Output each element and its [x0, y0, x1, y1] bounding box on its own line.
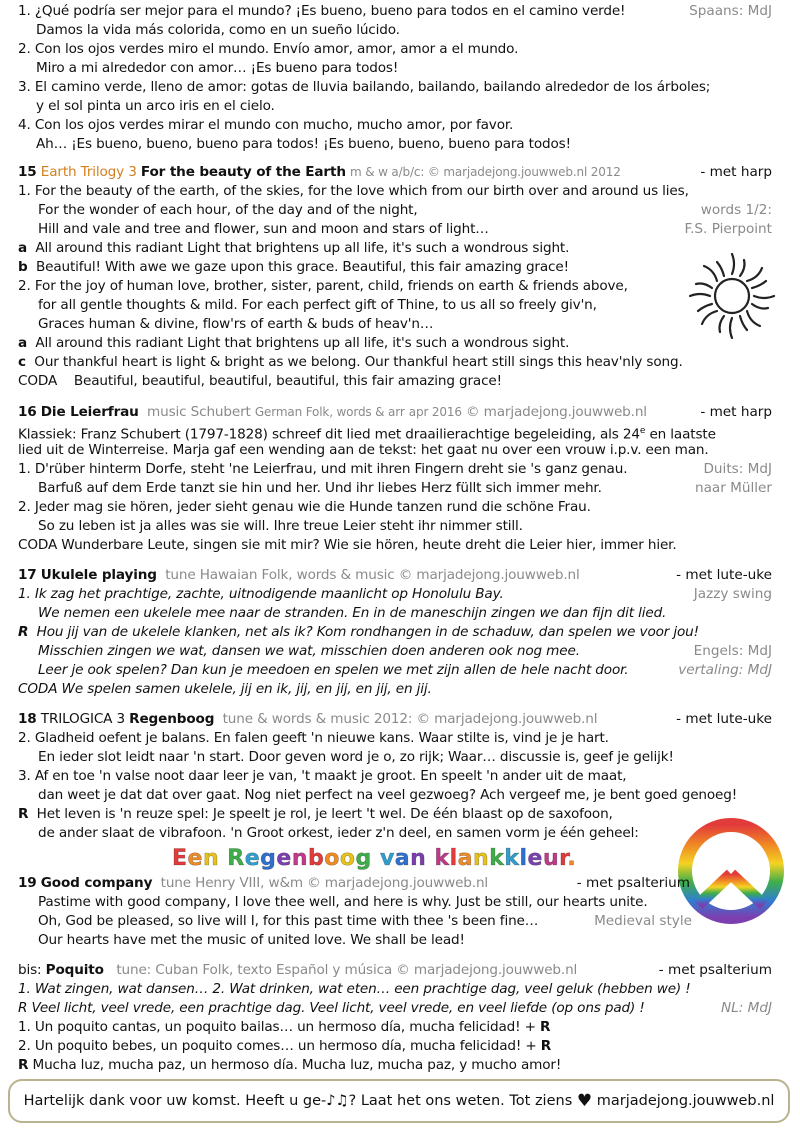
spanish-translator-note: Spaans: MdJ	[689, 3, 772, 19]
verse-text: 2. Un poquito bebes, un poquito comes… un hermoso día, mucha felicidad! +	[18, 1038, 541, 1054]
refrain-text: All around this radiant Light that brightens up all life, it's such a wondrous sight.	[35, 335, 570, 351]
bis-instrument: - met psalterium	[658, 962, 772, 978]
song-15-refrain-a2	[18, 334, 569, 353]
song-17-refrain-1	[18, 623, 699, 642]
song-16-verse-2b: So zu leben ist ja alles was sie will. Ihre treue Leier steht ihr nimmer still.	[38, 518, 523, 534]
rainbow-letter: n	[291, 846, 309, 871]
rainbow-letter: k	[504, 846, 520, 871]
bis-line-5	[18, 1056, 561, 1075]
song-title: Die Leierfrau	[40, 404, 139, 420]
rainbow-letter: o	[324, 846, 340, 871]
song-16-verse-1b: Barfuß auf dem Erde tanzt sie hin und her. Und ihr liebes Herz füllt sich immer mehr.	[38, 480, 602, 496]
rainbow-letter: v	[379, 846, 395, 871]
song-15-coda	[18, 372, 502, 391]
rainbow-letter: E	[172, 846, 188, 871]
song-number: 18	[18, 711, 37, 727]
refrain-mark: R	[18, 1057, 29, 1073]
bis-line-3	[18, 1018, 550, 1037]
song-credit: tune Hawaian Folk, words & music © marjadejong.jouwweb.nl	[165, 567, 580, 583]
song-credit-folk: German Folk, words & arr	[254, 405, 405, 419]
rainbow-letter: e	[244, 846, 261, 871]
bis-line-4	[18, 1037, 551, 1056]
rainbow-letter: o	[339, 846, 356, 871]
rainbow-letter: b	[308, 846, 325, 871]
spanish-verse-4b: Ah… ¡Es bueno, bueno, bueno para todos! ¡Es bueno, bueno, bueno para todos!	[36, 136, 571, 152]
refrain-mark: R	[540, 1038, 552, 1054]
refrain-mark: c	[18, 354, 26, 370]
rainbow-letter: k	[489, 846, 505, 871]
spanish-verse-1b: Damos la vida más colorida, como en un sueño lúcido.	[36, 22, 400, 38]
rainbow-letter: a	[394, 846, 411, 871]
song-credit: tune & words & music 2012: © marjadejong.jouwweb.nl	[222, 711, 598, 727]
rainbow-letter: g	[260, 846, 277, 871]
spanish-verse-3: 3. El camino verde, lleno de amor: gotas de lluvia bailando, bailando, bailando alrededor de los árboles;	[18, 79, 711, 95]
rainbow-letter: n	[202, 846, 220, 871]
rainbow-letter: e	[187, 846, 203, 871]
song-15-verse-2: 2. For the joy of human love, brother, sister, parent, child, friends on earth & friends above,	[18, 278, 628, 294]
song-16-source-note: naar Müller	[694, 480, 772, 496]
sun-icon	[684, 248, 780, 344]
coda-label: CODA	[18, 373, 58, 389]
song-15-verse-2c: Graces human & divine, flow'rs of earth & buds of heav'n…	[38, 316, 434, 332]
song-15-instrument: - met harp	[700, 164, 772, 180]
song-17-verse-1b: We nemen een ukelele mee naar de stranden. En in de maneschijn zingen we dan fijn dit lied.	[38, 605, 667, 621]
song-16-coda: CODA Wunderbare Leute, singen sie mit mir? Wie sie hören, heute dreht die Leier hier, immer hier.	[18, 537, 677, 553]
rainbow-letter: a	[457, 846, 474, 871]
song-credit: tune Henry VIII, w&m © marjadejong.jouwweb.nl	[160, 875, 489, 891]
song-series: Earth Trilogy 3	[40, 164, 137, 180]
rainbow-letter: g	[355, 846, 372, 871]
refrain-mark: a	[18, 240, 28, 256]
song-series: TRILOGICA 3	[40, 711, 125, 727]
spanish-verse-1: 1. ¿Qué podría ser mejor para el mundo? ¡Es bueno, bueno para todos en el camino verde!	[18, 3, 626, 19]
song-16-instrument: - met harp	[700, 404, 772, 420]
song-18-verse-2b: En ieder slot leidt naar 'n start. Door geven word je o, zo rijk; Waar… discussie is, geef je gelijk!	[38, 749, 674, 765]
song-16-header	[18, 403, 647, 422]
rainbow-letter: n	[473, 846, 490, 871]
spanish-verse-2b: Miro a mi alrededor con amor… ¡Es bueno para todos!	[36, 60, 399, 76]
refrain-text: Beautiful! With awe we gaze upon this grace. Beautiful, this fair amazing grace!	[35, 259, 569, 275]
rainbow-letter	[372, 846, 380, 871]
bis-line-1: 1. Wat zingen, wat dansen… 2. Wat drinken, wat eten… een prachtige dag, veel geluk (hebben we) !	[18, 981, 691, 997]
song-18-verse-3: 3. Af en toe 'n valse noot daar leer je van, 't maakt je groot. En speelt 'n ander uit de maat,	[18, 768, 627, 784]
song-17-translation-note: vertaling: MdJ	[678, 662, 772, 678]
rainbow-letter: e	[527, 846, 543, 871]
refrain-mark: R	[540, 1019, 551, 1035]
song-credit-music: music Schubert	[147, 404, 251, 420]
song-credit-site: © marjadejong.jouwweb.nl	[466, 404, 647, 420]
footer-box	[8, 1079, 790, 1123]
bis-header	[18, 961, 577, 980]
refrain-mark: a	[18, 335, 28, 351]
superscript: e	[639, 426, 646, 436]
song-15-words-note: words 1/2:	[700, 202, 772, 218]
rainbow-letter: n	[410, 846, 427, 871]
song-16-verse-2: 2. Jeder mag sie hören, jeder sieht genau wie die Hunde tanzen rund die schöne Frau.	[18, 499, 591, 515]
song-number: 16	[18, 404, 37, 420]
refrain-text: Hou jij van de ukelele klanken, net als ik? Kom rondhangen in de schaduw, dan spelen we voor jou!	[36, 624, 699, 640]
song-17-refrain-2: Misschien zingen we wat, dansen we wat, misschien doen anderen ook nog mee.	[38, 643, 580, 659]
intro-text-end: en laatste	[645, 426, 716, 443]
song-18-verse-3b: dan weet je dat dat over gaat. Nog niet perfect na veel gezwoeg? Ach vergeef me, je bent goed genoeg!	[38, 787, 738, 803]
rainbow-letter: k	[434, 846, 450, 871]
song-title: For the beauty of the Earth	[140, 164, 346, 180]
song-number: 17	[18, 567, 37, 583]
song-19-line-2: Oh, God be pleased, so live will I, for this past time with thee 's been fine…	[38, 913, 539, 929]
song-15-header	[18, 163, 621, 182]
refrain-text: All around this radiant Light that brightens up all life, it's such a wondrous sight.	[35, 240, 570, 256]
song-15-verse-1: 1. For the beauty of the earth, of the skies, for the love which from our birth over and around us lies,	[18, 183, 689, 199]
rainbow-letter: u	[542, 846, 560, 871]
verse-text: 1. Un poquito cantas, un poquito bailas… un hermoso día, mucha felicidad! +	[18, 1019, 541, 1035]
song-17-header	[18, 566, 580, 585]
intro-text: Klassiek: Franz Schubert (1797-1828) schreef dit lied met draailierachtige begeleiding, als 24	[18, 426, 640, 443]
song-number: 19	[18, 875, 37, 891]
rainbow-letter: r	[559, 846, 568, 871]
bis-line-2: R Veel licht, veel vrede, een prachtige dag. Veel licht, veel vrede, en veel liefde (op ons pad) !	[18, 1000, 645, 1016]
song-18-instrument: - met lute-uke	[676, 711, 772, 727]
song-16-intro-2: lied uit de Winterreise. Marja gaf een wending aan de tekst: het gaat nu over een vrouw i.p.v. een man.	[18, 442, 709, 458]
rainbow-letter: R	[227, 846, 245, 871]
heart-icon: ♥	[576, 1091, 593, 1111]
song-19-style-note: Medieval style	[594, 913, 692, 929]
song-15-author-note: F.S. Pierpoint	[684, 221, 772, 237]
peace-sign-icon	[676, 816, 786, 926]
song-18-header	[18, 710, 597, 729]
rainbow-letter: .	[567, 846, 577, 871]
song-15-refrain-b	[18, 258, 569, 277]
song-19-instrument: - met psalterium	[576, 875, 690, 891]
song-15-verse-1b: For the wonder of each hour, of the day and of the night,	[38, 202, 418, 218]
song-19-line-1: Pastime with good company, I love thee well, and here is why. Just be still, our hearts unite.	[38, 894, 648, 910]
song-title: Poquito	[45, 962, 104, 978]
song-credit-date: apr 2016	[408, 405, 462, 419]
bis-label: bis:	[18, 962, 42, 978]
song-number: 15	[18, 164, 37, 180]
footer-website[interactable]: marjadejong.jouwweb.nl	[596, 1093, 775, 1109]
spanish-verse-2: 2. Con los ojos verdes miro el mundo. Envío amor, amor, amor a el mundo.	[18, 41, 519, 57]
refrain-mark: R	[18, 624, 29, 640]
song-15-refrain-c	[18, 353, 683, 372]
rainbow-title	[172, 846, 576, 871]
song-title: Ukulele playing	[40, 567, 157, 583]
song-credit: m & w a/b/c: © marjadejong.jouwweb.nl 2012	[350, 165, 621, 179]
song-title: Good company	[40, 875, 153, 891]
song-15-verse-2b: for all gentle thoughts & mild. For each perfect gift of Thine, to us all so freely giv'n,	[38, 297, 597, 313]
footer-thanks: Hartelijk dank voor uw komst. Heeft u ge-	[23, 1093, 327, 1109]
coda-text: Beautiful, beautiful, beautiful, beautiful, this fair amazing grace!	[73, 373, 502, 389]
song-title: Regenboog	[129, 711, 215, 727]
song-17-translator-note: Engels: MdJ	[693, 643, 772, 659]
spanish-verse-3b: y el sol pinta un arco iris en el cielo.	[36, 98, 275, 114]
song-19-header	[18, 874, 488, 893]
refrain-text: Mucha luz, mucha paz, un hermoso día. Mucha luz, mucha paz, y mucho amor!	[32, 1057, 562, 1073]
refrain-mark: R	[18, 806, 29, 822]
rainbow-letter: l	[449, 846, 458, 871]
song-18-refrain-2: de ander slaat de vibrafoon. 'n Groot orkest, ieder z'n deel, en samen vorm je één geheel:	[38, 825, 639, 841]
song-17-verse-1: 1. Ik zag het prachtige, zachte, uitnodigende maanlicht op Honolulu Bay.	[18, 586, 504, 602]
rainbow-letter: l	[519, 846, 528, 871]
song-17-instrument: - met lute-uke	[676, 567, 772, 583]
song-credit: tune: Cuban Folk, texto Español y música © marjadejong.jouwweb.nl	[116, 962, 578, 978]
spanish-verse-4: 4. Con los ojos verdes mirar el mundo con mucho, mucho amor, por favor.	[18, 117, 514, 133]
rainbow-letter: e	[276, 846, 292, 871]
song-15-refrain-a	[18, 239, 569, 258]
song-17-coda: CODA We spelen samen ukelele, jij en ik, jij, en jij, en jij, en jij.	[18, 681, 432, 697]
refrain-mark: b	[18, 259, 28, 275]
bis-translator-note: NL: MdJ	[720, 1000, 772, 1016]
song-16-verse-1: 1. D'rüber hinterm Dorfe, steht 'ne Leierfrau, und mit ihren Fingern dreht sie 's ganz genau.	[18, 461, 628, 477]
song-16-translator-note: Duits: MdJ	[703, 461, 772, 477]
refrain-text: Het leven is 'n reuze spel: Je speelt je rol, je leert 't wel. De één blaast op de saxofoon,	[36, 806, 613, 822]
song-18-verse-2: 2. Gladheid oefent je balans. En falen geeft 'n nieuwe kans. Waar stilte is, vind je je hart.	[18, 730, 609, 746]
song-15-verse-1c: Hill and vale and tree and flower, sun and moon and stars of light…	[38, 221, 489, 237]
footer-question: ? Laat het ons weten. Tot ziens	[348, 1093, 573, 1109]
music-notes-icon: ♪♫	[326, 1093, 349, 1109]
song-17-style-note: Jazzy swing	[693, 586, 772, 602]
refrain-text: Our thankful heart is light & bright as we belong. Our thankful heart still sings this heav'nly song.	[34, 354, 683, 370]
song-19-line-3: Our hearts have met the music of united love. We shall be lead!	[38, 932, 465, 948]
song-17-refrain-3: Leer je ook spelen? Dan kun je meedoen en spelen we met zijn allen de hele nacht door.	[38, 662, 629, 678]
song-18-refrain-1	[18, 805, 613, 824]
